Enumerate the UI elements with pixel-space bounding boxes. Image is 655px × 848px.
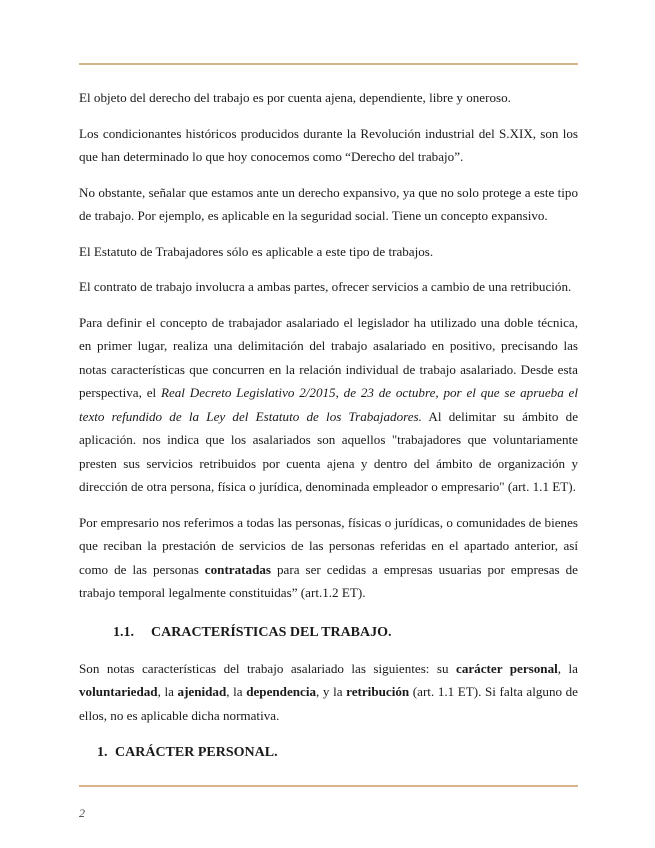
paragraph: Los condicionantes históricos producidos durante la Revolución industrial del S.XIX, son los que han determinado lo que hoy conocemos como “Derecho del trabajo”. [79,125,578,164]
paragraph-definition [79,311,578,499]
paragraph-characteristics [79,657,578,728]
text-run: (art. 1.1 ET). Si falta alguno de ellos, no es aplicable dicha normativa. [79,684,578,723]
text-run: Por empresario nos referimos a todas las personas, físicas o jurídicas, o comunidades de bienes que reciban la prestación de servicios de las personas referidas en el apartado anterior, así como de las personas [79,514,578,577]
text-run: , y la [316,684,347,699]
text-run: , la [226,684,247,699]
text-run: Para definir el concepto de trabajador asalariado el legislador ha utilizado una doble técnica, en primer lugar, realiza una delimitación del trabajo asalariado en positivo, precisando las notas características que concurren en la relación individual de trabajo asalariado. Desde esta perspectiva, el [79,314,578,400]
section-title: CARACTERÍSTICAS DEL TRABAJO. [151,624,392,640]
bold-term: ajenidad [177,684,227,699]
subsection-heading [79,743,578,763]
law-reference: Real Decreto Legislativo 2/2015, de 23 de octubre, por el que se aprueba el texto refundido de la Ley del Estatuto de los Trabajadores. [79,385,579,424]
paragraph-employer [79,511,578,605]
paragraph: El objeto del derecho del trabajo es por cuenta ajena, dependiente, libre y oneroso. [79,90,511,105]
bold-term: dependencia [246,684,317,699]
page-number: 2 [79,806,85,820]
paragraph: No obstante, señalar que estamos ante un derecho expansivo, ya que no solo protege a este tipo de trabajo. Por ejemplo, es aplicable en la seguridad social. Tiene un concepto expansivo. [79,184,578,223]
text-run: , la [157,684,178,699]
bold-term: retribución [346,684,410,699]
section-number: 1.1. [113,624,134,640]
document-body [79,86,578,763]
text-run: , la [557,660,578,676]
header-rule [79,63,578,65]
text-run: para ser cedidas a empresas usuarias por empresas de trabajo temporal legalmente constituidas” (art.1.2 ET). [79,561,578,600]
section-heading [79,623,578,643]
paragraph: El contrato de trabajo involucra a ambas partes, ofrecer servicios a cambio de una retribución. [79,279,572,294]
text-run: Al delimitar su ámbito de aplicación. nos indica que los asalariados son aquellos "trabajadores que voluntariamente presten sus servicios retribuidos por cuenta ajena y dentro del ámbito de organización y dirección de otra persona, física o jurídica, denominada empleador o empresario" (art. 1.1 ET). [79,408,579,494]
subsection-number: 1. [97,745,108,760]
paragraph: El Estatuto de Trabajadores sólo es aplicable a este tipo de trabajos. [79,243,434,259]
bold-term: contratadas [204,561,271,577]
bold-term: voluntariedad [79,684,158,699]
text-run: Son notas características del trabajo asalariado las siguientes: su [79,660,457,676]
footer-rule [79,785,578,787]
bold-term: carácter personal [456,660,558,676]
subsection-title: CARÁCTER PERSONAL. [115,745,278,760]
